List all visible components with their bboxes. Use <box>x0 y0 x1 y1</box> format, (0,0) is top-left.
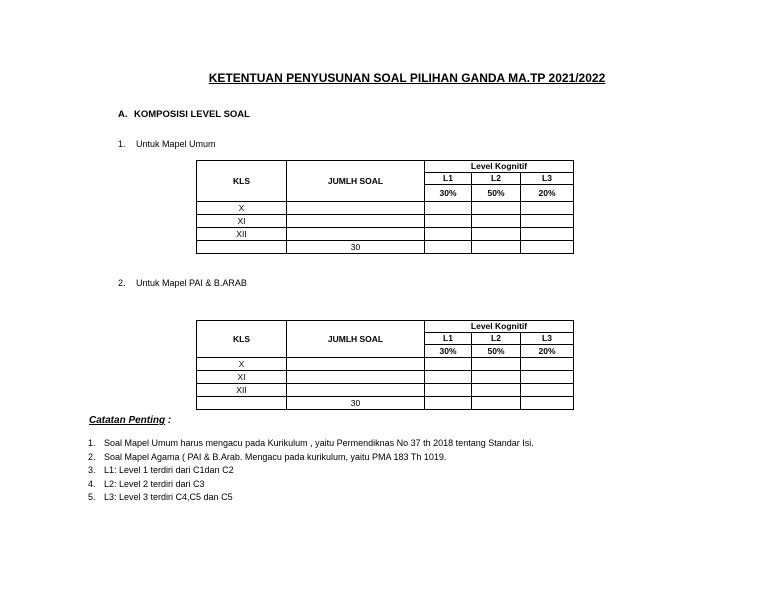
empty-cell <box>472 215 521 228</box>
empty-cell <box>472 241 521 254</box>
empty-cell <box>472 358 521 371</box>
kls-cell: X <box>197 358 287 371</box>
level-kognitif-header: Level Kognitif <box>425 321 574 333</box>
table-row <box>197 384 574 397</box>
note-number: 2. <box>88 451 96 462</box>
note-text: L1: Level 1 terdiri dari C1dan C2 <box>104 465 234 475</box>
empty-cell <box>425 397 472 410</box>
subsection-1-label: Untuk Mapel Umum <box>136 139 216 149</box>
list-item <box>88 464 534 478</box>
empty-cell <box>287 228 425 241</box>
note-number: 4. <box>88 478 96 489</box>
subsection-1 <box>118 139 216 149</box>
empty-cell <box>472 371 521 384</box>
level-l2-header: L2 <box>472 333 521 345</box>
section-a-heading <box>118 109 250 120</box>
level-l3-percent: 20% <box>521 185 574 202</box>
subsection-1-number: 1. <box>118 139 126 149</box>
level-table-pai-arab <box>196 320 574 410</box>
empty-cell <box>197 397 287 410</box>
list-item <box>88 437 534 451</box>
empty-cell <box>521 241 574 254</box>
level-l2-percent: 50% <box>472 345 521 358</box>
empty-cell <box>287 384 425 397</box>
subsection-2-label: Untuk Mapel PAI & B.ARAB <box>136 278 247 288</box>
empty-cell <box>287 215 425 228</box>
level-table-umum <box>196 160 574 254</box>
empty-cell <box>472 397 521 410</box>
note-text: Soal Mapel Umum harus mengacu pada Kurikulum , yaitu Permendiknas No 37 th 2018 tentang Standar Isi. <box>104 438 534 448</box>
kls-header: KLS <box>197 161 287 202</box>
notes-title: Catatan Penting <box>89 415 166 426</box>
note-text: L2: Level 2 terdiri dari C3 <box>104 478 205 489</box>
level-l1-percent: 30% <box>425 345 472 358</box>
table-row <box>197 241 574 254</box>
section-a-label: KOMPOSISI LEVEL SOAL <box>134 109 250 120</box>
jumlah-soal-header: JUMLH SOAL <box>287 161 425 202</box>
empty-cell <box>287 371 425 384</box>
level-l1-percent: 30% <box>425 185 472 202</box>
level-l2-percent: 50% <box>472 185 521 202</box>
empty-cell <box>425 215 472 228</box>
table-row <box>197 397 574 410</box>
kls-cell: XII <box>197 384 287 397</box>
document-title: KETENTUAN PENYUSUNAN SOAL PILIHAN GANDA MA.TP 2021/2022 <box>208 71 606 85</box>
empty-cell <box>521 371 574 384</box>
empty-cell <box>521 358 574 371</box>
empty-cell <box>425 371 472 384</box>
subsection-2 <box>118 278 247 288</box>
table-row <box>197 202 574 215</box>
level-l3-header: L3 <box>521 333 574 345</box>
empty-cell <box>521 397 574 410</box>
empty-cell <box>425 358 472 371</box>
table-row <box>197 371 574 384</box>
notes-heading <box>89 415 171 426</box>
kls-header: KLS <box>197 321 287 358</box>
table-row <box>197 228 574 241</box>
list-item <box>88 478 534 492</box>
notes-list <box>88 437 534 505</box>
table-row <box>197 358 574 371</box>
section-a-letter: A. <box>118 109 128 120</box>
list-item <box>88 451 534 465</box>
kls-cell: XI <box>197 371 287 384</box>
level-l3-percent: 20% <box>521 345 574 358</box>
empty-cell <box>425 241 472 254</box>
total-cell: 30 <box>287 397 425 410</box>
notes-colon: : <box>165 415 172 426</box>
note-number: 5. <box>88 492 96 502</box>
empty-cell <box>472 202 521 215</box>
subsection-2-number: 2. <box>118 278 126 288</box>
empty-cell <box>425 384 472 397</box>
note-number: 1. <box>88 438 96 448</box>
empty-cell <box>287 358 425 371</box>
kls-cell: X <box>197 202 287 215</box>
empty-cell <box>521 384 574 397</box>
empty-cell <box>425 228 472 241</box>
note-text: L3: Level 3 terdiri C4,C5 dan C5 <box>104 492 233 502</box>
table-row <box>197 215 574 228</box>
empty-cell <box>472 384 521 397</box>
empty-cell <box>197 241 287 254</box>
level-l2-header: L2 <box>472 173 521 185</box>
level-l3-header: L3 <box>521 173 574 185</box>
jumlah-soal-header: JUMLH SOAL <box>287 321 425 358</box>
level-l1-header: L1 <box>425 173 472 185</box>
empty-cell <box>521 215 574 228</box>
note-number: 3. <box>88 465 96 475</box>
empty-cell <box>472 228 521 241</box>
empty-cell <box>425 202 472 215</box>
kls-cell: XII <box>197 228 287 241</box>
kls-cell: XI <box>197 215 287 228</box>
empty-cell <box>287 202 425 215</box>
level-kognitif-header: Level Kognitif <box>425 161 574 173</box>
list-item <box>88 491 534 505</box>
level-l1-header: L1 <box>425 333 472 345</box>
total-cell: 30 <box>287 241 425 254</box>
note-text: Soal Mapel Agama ( PAI & B.Arab. Mengacu pada kurikulum, yaitu PMA 183 Th 1019. <box>104 451 447 462</box>
empty-cell <box>521 202 574 215</box>
empty-cell <box>521 228 574 241</box>
